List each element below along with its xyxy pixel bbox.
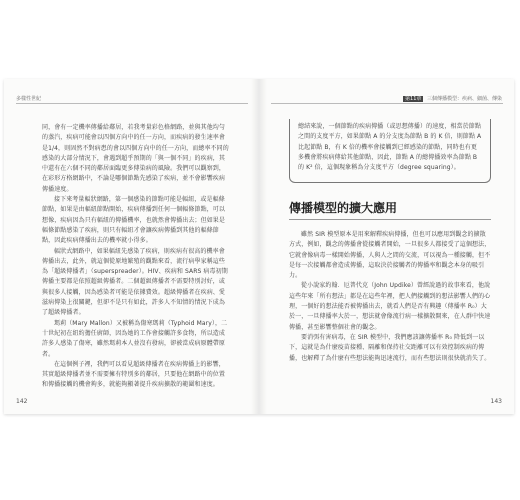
left-paragraph: 瑪莉（Mary Mallon）又被稱為傷寒瑪莉（Typhoid Mary），二十世紀初在紐約擔任廚師，因為她的工作會接觸許多食物，所以造成許多人感染了傷寒，雖然瑪莉本人並沒有發病，卻被當成病原體帶原者。: [42, 319, 228, 358]
left-header-rule: [16, 103, 248, 104]
right-paragraph: 從小說家約翰．厄普代克（John Updike）曾經說過的故事來看，他說這些年來「所有想法」都是在這些年裡，把人們接觸到的想法影響人們的心理，一個好的想法能否被傳播出去，就看人們是否有興趣（傳播率 R₀）大於一，一旦傳播率大於一，想法就會像流行病一樣擴散開來，在人群中快速傳播，甚至影響整個社會的觀念。: [289, 282, 491, 331]
section-title-rule: [289, 219, 491, 220]
left-page: [4, 79, 259, 414]
chapter-label: 第11章: [405, 96, 422, 102]
left-paragraph: 接下來考量輻狀網路，第一個感染的節點可能是輻紐，或是輻條節點，如果是由輻紐節點開始，疾病傳播到任何一個輻條節點，可以想像，疾病因為只有輻紐的傳播機率，也就然會傳播出去；但如果是輻條節點感染了疾病，則只有輻紐才會讓疾病傳播到其他的輻條節點，因此疾病傳播出去的機率就小得多。: [42, 196, 226, 245]
right-header-rule: [271, 103, 503, 104]
right-paragraph: 雖然 SIR 模型原本是用來解釋疾病傳播，但也可以應用到觀念的擴散方式，例如，觀念的傳播會從接觸者開始，一旦很多人都接受了這個想法，它就會像病毒一樣開始傳播，人與人之間的交流，可以視為一種接觸，但不是每一次接觸都會造成傳播，這取決於接觸者的傳播率和觀念本身的吸引力。: [289, 231, 491, 280]
section-title: 傳播模型的擴大應用: [289, 201, 398, 215]
chapter-title: 三個傳播模型：疾病、細菌、傳染: [426, 96, 502, 102]
right-page: [259, 79, 514, 414]
left-body-text: [42, 123, 230, 391]
left-paragraph: 在這個例子裡，我們可以看見超級傳播者在疾病傳播上的影響，其實超級傳播者並不需要擁有特別多的鄰居，只要他在網路中的位置和傳播接觸的機會夠多，就能夠顯著提升疾病擴散的範圍和速度。: [42, 360, 226, 389]
right-page-number: 143: [490, 398, 502, 405]
book-spread: [4, 79, 514, 414]
left-page-number: 142: [16, 398, 28, 405]
right-running-head: [403, 95, 502, 102]
left-running-head: 多樣性世紀: [16, 96, 42, 102]
right-body-text: [289, 230, 491, 364]
right-paragraph: 要消弭有害病毒，在 SIR 模型中，我們應該讓傳播率 R₀ 降低到一以下，這就是為什麼疫苗接種、隔離和保持社交距離可以有效控制疾病的傳播，也解釋了為什麼有些想法能夠迅速流行，而有些想法則很快就消失了。: [289, 333, 491, 362]
summary-box: [289, 119, 491, 183]
summary-text: 總結來說，一個節點的疾病傳播（或思想傳播）的速度，相當於節點之間的支度平方，如果節點 A 的分支度為節點 B 的 K 倍，則節點 A 比起節點 B，有 K 倍的機率會接觸到已經感染的節點，同時也有更多機會將疾病傳給其他節點，因此，節點 A 的總傳播效率為節點 B 的 K² 倍，這個現象稱為分支度平方（degree squaring）。: [298, 123, 482, 172]
left-paragraph: 輻狀式網路中，如果輻紐先感染了疾病，則疾病有很高的機率會傳播出去，此外，就這個從原地繁殖的觀點來看，流行病學家稱這些為「超級傳播者」（superspreader）。HIV、疾病和 SARS 病毒初期傳播主要都是依照超級傳播者。二個超級傳播者不需要特別討好，或與很多人接觸，因為感染者可能是依據費效。超級傳播者在疾病、愛滋病傳染上很關鍵，但卻不是只有如此，許多人不知情的情況下成為了超級傳播者。: [42, 247, 228, 317]
left-paragraph: 同，會有一定機率傳播給鄰居，若我考量彩色格網路，並與其他均勻的蒸汽，疾病可能會以四個方向中的任一方向，而疾病的發生速率會是1/4，則固然不對病患的會以四個方向中的任一方向，而總率不同的感染的大部分情況下，會遇到超乎預期的「與一個不同」的疾病，其中還有在六個不同的鄰居面臨更多傳染病的風險。我們可以觀察到，在彩形方格網路中，不論是哪個節點先感染了疾病，並不會影響疾病傳播速度。: [42, 124, 229, 193]
summary-text-block: [298, 122, 482, 173]
